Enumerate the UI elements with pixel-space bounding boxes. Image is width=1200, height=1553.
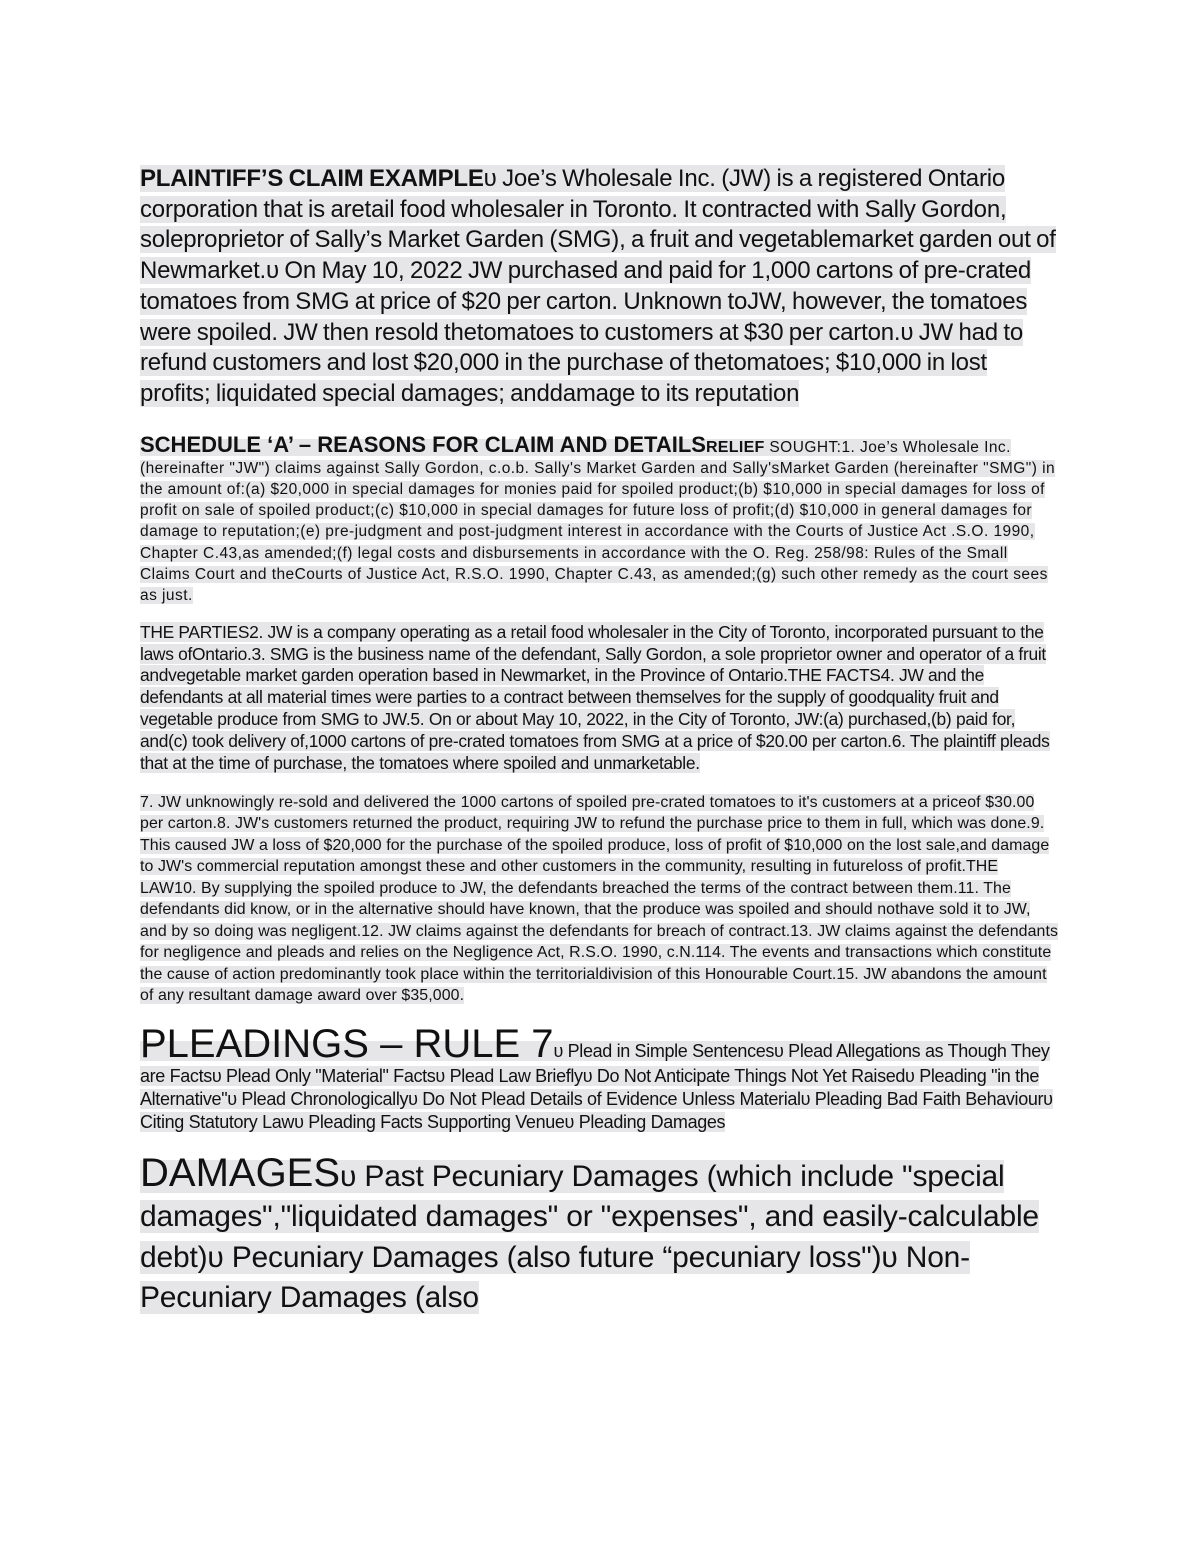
section-body: υ Plead in Simple Sentencesυ Plead Allegations as Though They are Factsυ Plead Only "Material" Factsυ Plead Law Brieflyυ Do Not Anticipate Things Not Yet Raisedυ Pleading "in the Alternative"υ Plead Chronologicallyυ Do Not Plead Details of Evidence Unless Materialυ Pleading Bad Faith Behaviourυ Citing Statutory Lawυ Pleading Facts Supporting Venueυ Pleading Damages	[140, 1040, 1053, 1133]
section-heading: PLAINTIFF’S CLAIM EXAMPLE	[140, 165, 484, 192]
relief-label: RELIEF	[705, 438, 765, 456]
section-heading: PLEADINGS – RULE 7	[140, 1021, 554, 1066]
pleadings-rule-7-section	[140, 1023, 1058, 1135]
parties-and-facts-section	[140, 622, 1058, 775]
plaintiff-claim-example-section	[140, 164, 1058, 410]
section-heading: DAMAGES	[140, 1150, 341, 1195]
section-heading: SCHEDULE ‘A’ – REASONS FOR CLAIM AND DETAILS	[140, 431, 706, 457]
schedule-a-section	[140, 431, 1058, 607]
document-page	[140, 140, 1058, 1349]
section-body: υ Past Pecuniary Damages (which include "special damages","liquidated damages" or "expenses", and easily-calculable debt)υ Pecuniary Damages (also future “pecuniary loss")υ Non-Pecuniary Damages (also	[140, 1159, 1039, 1314]
section-body: υ Joe’s Wholesale Inc. (JW) is a registered Ontario corporation that is aretail food wholesaler in Toronto. It contracted with Sally Gordon, soleproprietor of Sally’s Market Garden (SMG), a fruit and vegetablemarket garden out of Newmarket.υ On May 10, 2022 JW purchased and paid for 1,000 cartons of pre-crated tomatoes from SMG at price of $20 per carton. Unknown toJW, however, the tomatoes were spoiled. JW then resold thetomatoes to customers at $30 per carton.υ JW had to refund customers and lost $20,000 in the purchase of thetomatoes; $10,000 in lost profits; liquidated special damages; anddamage to its reputation	[140, 165, 1056, 407]
damages-section	[140, 1150, 1058, 1319]
section-body: THE PARTIES2. JW is a company operating as a retail food wholesaler in the City of Toronto, incorporated pursuant to the laws ofOntario.3. SMG is the business name of the defendant, Sally Gordon, a sole proprietor owner and operator of a fruit andvegetable market garden operation based in Newmarket, in the Province of Ontario.THE FACTS4. JW and the defendants at all material times were parties to a contract between themselves for the supply of goodquality fruit and vegetable produce from SMG to JW.5. On or about May 10, 2022, in the City of Toronto, JW:(a) purchased,(b) paid for, and(c) took delivery of,1000 cartons of pre-crated tomatoes from SMG at a price of $20.00 per carton.6. The plaintiff pleads that at the time of purchase, the tomatoes where spoiled and unmarketable.	[140, 621, 1050, 773]
section-body: 7. JW unknowingly re-sold and delivered the 1000 cartons of spoiled pre-crated tomatoes to it's customers at a priceof $30.00 per carton.8. JW's customers returned the product, requiring JW to refund the purchase price to them in full, which was done.9. This caused JW a loss of $20,000 for the purchase of the spoiled produce, loss of profit of $10,000 on the lost sale,and damage to JW's commercial reputation amongst these and other customers in the community, resulting in futureloss of profit.THE LAW10. By supplying the spoiled produce to JW, the defendants breached the terms of the contract between them.11. The defendants did know, or in the alternative should have known, that the produce was spoiled and should nothave sold it to JW, and by so doing was negligent.12. JW claims against the defendants for breach of contract.13. JW claims against the defendants for negligence and pleads and relies on the Negligence Act, R.S.O. 1990, c.N.114. The events and transactions which constitute the cause of action predominantly took place within the territorialdivision of this Honourable Court.15. JW abandons the amount of any resultant damage award over $35,000.	[140, 793, 1059, 1005]
facts-and-law-section	[140, 792, 1058, 1007]
section-body: SOUGHT:1. Joe’s Wholesale Inc. (hereinafter "JW") claims against Sally Gordon, c.o.b. Sally's Market Garden and Sally'sMarket Garden (hereinafter "SMG") in the amount of:(a) $20,000 in special damages for monies paid for spoiled product;(b) $10,000 in special damages for loss of profit on sale of spoiled product;(c) $10,000 in special damages for future loss of profit;(d) $10,000 in general damages for damage to reputation;(e) pre-judgment and post-judgment interest in accordance with the Courts of Justice Act .S.O. 1990, Chapter C.43,as amended;(f) legal costs and disbursements in accordance with the O. Reg. 258/98: Rules of the Small Claims Court and theCourts of Justice Act, R.S.O. 1990, Chapter C.43, as amended;(g) such other remedy as the court sees as just.	[140, 438, 1056, 605]
